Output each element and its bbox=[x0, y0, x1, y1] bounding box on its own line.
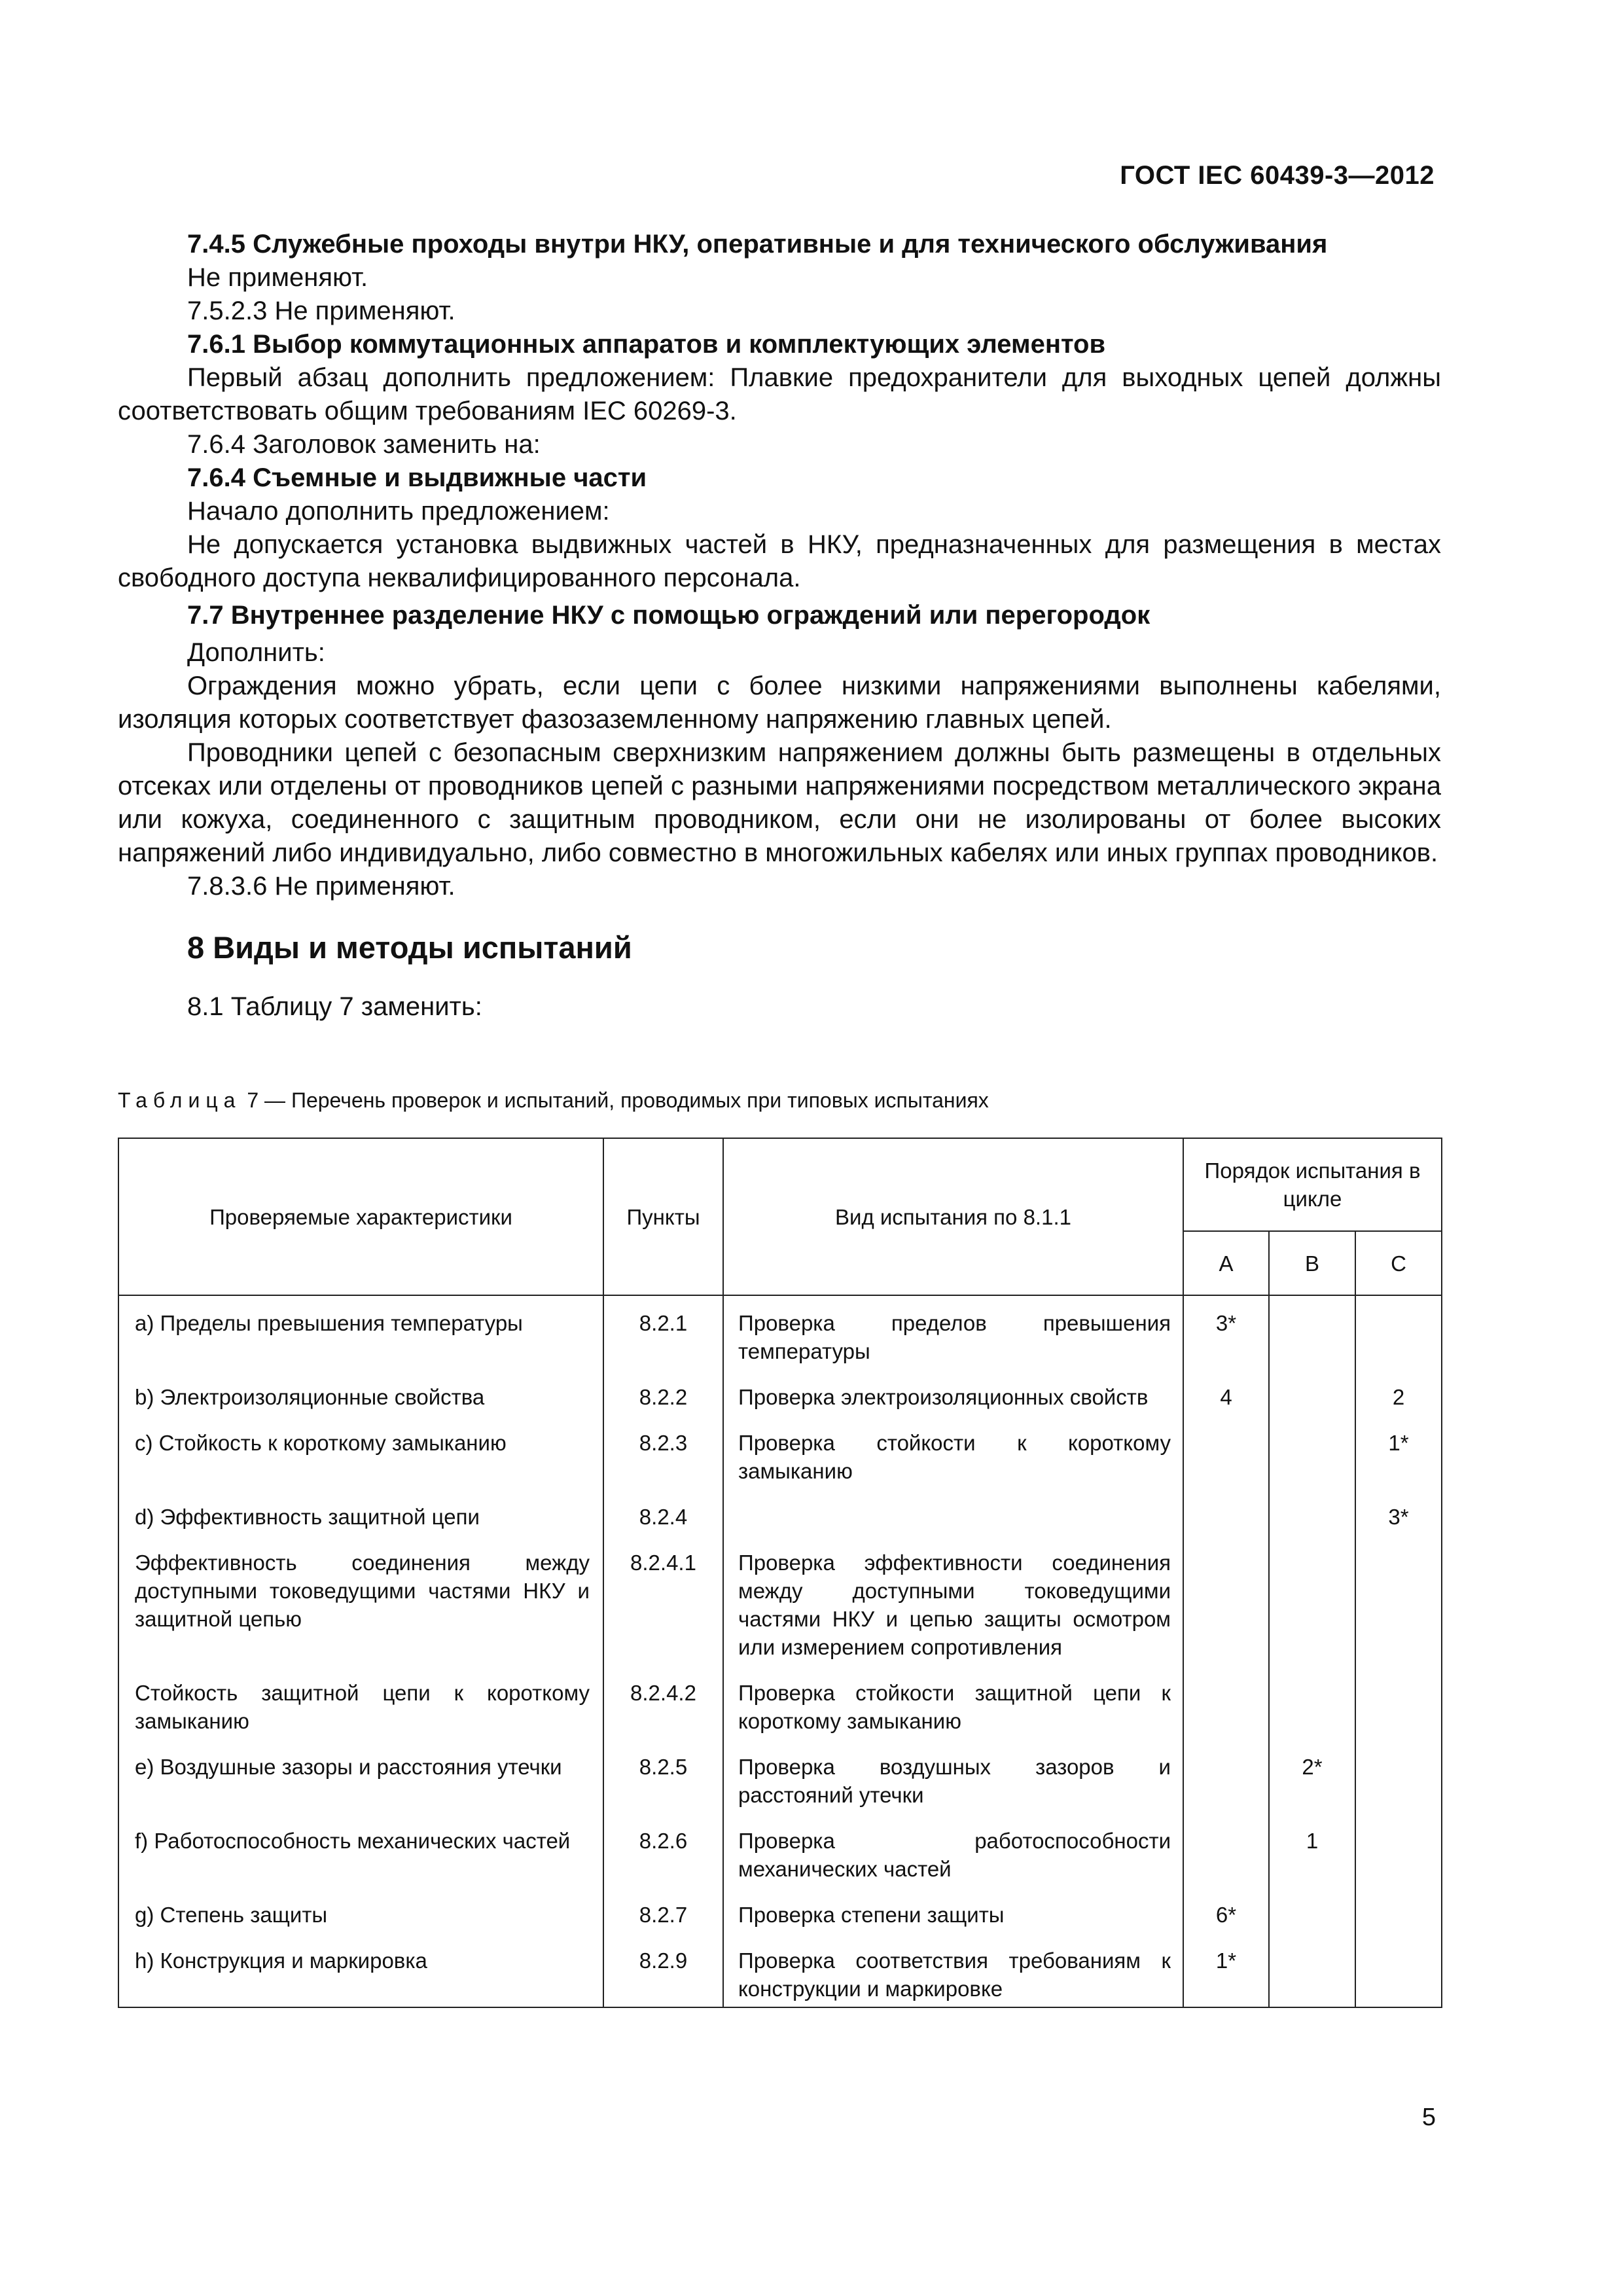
table-row bbox=[118, 1429, 1442, 1503]
heading-7-6-4 bbox=[118, 461, 1441, 495]
section-heading: 8 Виды и методы испытаний bbox=[187, 930, 632, 965]
paragraph: Дополнить: bbox=[187, 638, 325, 667]
table-caption-label: Таблица bbox=[118, 1088, 241, 1112]
document-standard-ref: ГОСТ IEC 60439-3—2012 bbox=[1120, 161, 1435, 190]
cell-cycle-c: 1* bbox=[1355, 1429, 1442, 1503]
cell-characteristic: h) Конструкция и маркировка bbox=[118, 1946, 603, 2007]
cell-characteristic: g) Степень защиты bbox=[118, 1901, 603, 1946]
cell-cycle-b bbox=[1269, 1503, 1355, 1549]
cell-cycle-c bbox=[1355, 1901, 1442, 1946]
cell-test: Проверка работоспособности механических частей bbox=[723, 1827, 1183, 1901]
table-row bbox=[118, 1295, 1442, 1383]
paragraph: Ограждения можно убрать, если цепи с более низкими напряжениями выполнены кабелями, изоляция которых соответствует фазозаземленному напряжению главных цепей. bbox=[118, 672, 1441, 734]
cell-test: Проверка электроизоляционных свойств bbox=[723, 1383, 1183, 1429]
cell-clause: 8.2.7 bbox=[603, 1901, 723, 1946]
heading-number: 7.6.1 bbox=[187, 330, 245, 359]
cell-cycle-a: 3* bbox=[1183, 1295, 1269, 1383]
cell-cycle-a: 4 bbox=[1183, 1383, 1269, 1429]
cell-cycle-b bbox=[1269, 1429, 1355, 1503]
cell-clause: 8.2.4.1 bbox=[603, 1549, 723, 1679]
table-row bbox=[118, 1901, 1442, 1946]
cell-cycle-b: 1 bbox=[1269, 1827, 1355, 1901]
cell-cycle-b bbox=[1269, 1946, 1355, 2007]
cell-cycle-b bbox=[1269, 1679, 1355, 1753]
table-row bbox=[118, 1946, 1442, 2007]
paragraph: Проводники цепей с безопасным сверхнизким напряжением должны быть размещены в отдельных отсеках или отделены от проводников цепей с разными напряжениями посредством металлического экрана или кожуха, соединенного с защитным проводником, если они не изолированы от более высоких напряжений либо индивидуально, либо совместно в многожильных кабелях или иных группах проводников. bbox=[118, 738, 1441, 867]
header-cycle-a: А bbox=[1183, 1231, 1269, 1295]
header-cycle-c: С bbox=[1355, 1231, 1442, 1295]
heading-7-4-5 bbox=[118, 228, 1441, 261]
cell-test: Проверка стойкости защитной цепи к короткому замыканию bbox=[723, 1679, 1183, 1753]
cell-cycle-c bbox=[1355, 1827, 1442, 1901]
cell-characteristic: с) Стойкость к короткому замыканию bbox=[118, 1429, 603, 1503]
heading-title: Внутреннее разделение НКУ с помощью ограждений или перегородок bbox=[230, 601, 1150, 630]
cell-characteristic: Эффективность соединения между доступными токоведущими частями НКУ и защитной цепью bbox=[118, 1549, 603, 1679]
paragraph: Первый абзац дополнить предложением: Плавкие предохранители для выходных цепей должны соответствовать общим требованиям IEC 60269-3. bbox=[118, 363, 1441, 425]
cell-test: Проверка воздушных зазоров и расстояний утечки bbox=[723, 1753, 1183, 1827]
heading-title: Выбор коммутационных аппаратов и комплектующих элементов bbox=[253, 330, 1106, 359]
paragraph: 7.5.2.3 Не применяют. bbox=[187, 296, 455, 325]
cell-characteristic: е) Воздушные зазоры и расстояния утечки bbox=[118, 1753, 603, 1827]
cell-clause: 8.2.5 bbox=[603, 1753, 723, 1827]
heading-number: 7.4.5 bbox=[187, 230, 245, 259]
header-cycle-order: Порядок испытания в цикле bbox=[1183, 1138, 1442, 1231]
heading-title: Служебные проходы внутри НКУ, оперативные и для технического обслуживания bbox=[253, 230, 1328, 259]
header-characteristics: Проверяемые характеристики bbox=[118, 1138, 603, 1295]
cell-characteristic: Стойкость защитной цепи к короткому замыканию bbox=[118, 1679, 603, 1753]
table-row bbox=[118, 1679, 1442, 1753]
cell-clause: 8.2.4 bbox=[603, 1503, 723, 1549]
heading-7-7 bbox=[118, 599, 1441, 632]
header-test-type: Вид испытания по 8.1.1 bbox=[723, 1138, 1183, 1295]
heading-title: Съемные и выдвижные части bbox=[253, 463, 647, 492]
header-clauses: Пункты bbox=[603, 1138, 723, 1295]
cell-cycle-b bbox=[1269, 1383, 1355, 1429]
cell-cycle-a: 6* bbox=[1183, 1901, 1269, 1946]
cell-clause: 8.2.2 bbox=[603, 1383, 723, 1429]
cell-cycle-c bbox=[1355, 1946, 1442, 2007]
cell-cycle-b bbox=[1269, 1549, 1355, 1679]
table-row bbox=[118, 1503, 1442, 1549]
paragraph: Не допускается установка выдвижных частей в НКУ, предназначенных для размещения в местах свободного доступа неквалифицированного персонала. bbox=[118, 530, 1441, 592]
cell-clause: 8.2.1 bbox=[603, 1295, 723, 1383]
cell-test bbox=[723, 1503, 1183, 1549]
cell-test: Проверка эффективности соединения между доступными токоведущими частями НКУ и цепью защиты осмотром или измерением сопротивления bbox=[723, 1549, 1183, 1679]
paragraph: 7.6.4 Заголовок заменить на: bbox=[187, 430, 541, 459]
cell-clause: 8.2.3 bbox=[603, 1429, 723, 1503]
cell-cycle-a bbox=[1183, 1753, 1269, 1827]
cell-test: Проверка степени защиты bbox=[723, 1901, 1183, 1946]
cell-cycle-b bbox=[1269, 1901, 1355, 1946]
table-row bbox=[118, 1753, 1442, 1827]
cell-clause: 8.2.6 bbox=[603, 1827, 723, 1901]
cell-cycle-c bbox=[1355, 1679, 1442, 1753]
cell-characteristic: d) Эффективность защитной цепи bbox=[118, 1503, 603, 1549]
page-number: 5 bbox=[1421, 2104, 1436, 2131]
document-body bbox=[118, 228, 1441, 1024]
tests-table bbox=[118, 1138, 1442, 2008]
heading-number: 7.6.4 bbox=[187, 463, 245, 492]
cell-cycle-c bbox=[1355, 1753, 1442, 1827]
cell-cycle-a bbox=[1183, 1429, 1269, 1503]
cell-cycle-c bbox=[1355, 1295, 1442, 1383]
cell-cycle-a: 1* bbox=[1183, 1946, 1269, 2007]
cell-cycle-c: 3* bbox=[1355, 1503, 1442, 1549]
cell-cycle-a bbox=[1183, 1827, 1269, 1901]
table-caption bbox=[118, 1088, 989, 1113]
paragraph: 7.8.3.6 Не применяют. bbox=[187, 872, 455, 901]
cell-characteristic: a) Пределы превышения температуры bbox=[118, 1295, 603, 1383]
cell-cycle-a bbox=[1183, 1549, 1269, 1679]
cell-test: Проверка стойкости к короткому замыканию bbox=[723, 1429, 1183, 1503]
cell-clause: 8.2.4.2 bbox=[603, 1679, 723, 1753]
table-row bbox=[118, 1383, 1442, 1429]
cell-cycle-c: 2 bbox=[1355, 1383, 1442, 1429]
cell-cycle-b: 2* bbox=[1269, 1753, 1355, 1827]
cell-characteristic: f) Работоспособность механических частей bbox=[118, 1827, 603, 1901]
cell-cycle-a bbox=[1183, 1679, 1269, 1753]
heading-7-6-1 bbox=[118, 328, 1441, 361]
table-row bbox=[118, 1827, 1442, 1901]
cell-cycle-c bbox=[1355, 1549, 1442, 1679]
heading-number: 7.7 bbox=[187, 601, 224, 630]
paragraph: Начало дополнить предложением: bbox=[187, 497, 610, 526]
cell-test: Проверка соответствия требованиям к конструкции и маркировке bbox=[723, 1946, 1183, 2007]
paragraph: 8.1 Таблицу 7 заменить: bbox=[187, 992, 482, 1021]
header-cycle-b: В bbox=[1269, 1231, 1355, 1295]
paragraph: Не применяют. bbox=[187, 263, 368, 292]
cell-cycle-b bbox=[1269, 1295, 1355, 1383]
cell-test: Проверка пределов превышения температуры bbox=[723, 1295, 1183, 1383]
cell-cycle-a bbox=[1183, 1503, 1269, 1549]
cell-clause: 8.2.9 bbox=[603, 1946, 723, 2007]
cell-characteristic: b) Электроизоляционные свойства bbox=[118, 1383, 603, 1429]
table-caption-text: 7 — Перечень проверок и испытаний, проводимых при типовых испытаниях bbox=[241, 1088, 989, 1112]
table-row bbox=[118, 1549, 1442, 1679]
